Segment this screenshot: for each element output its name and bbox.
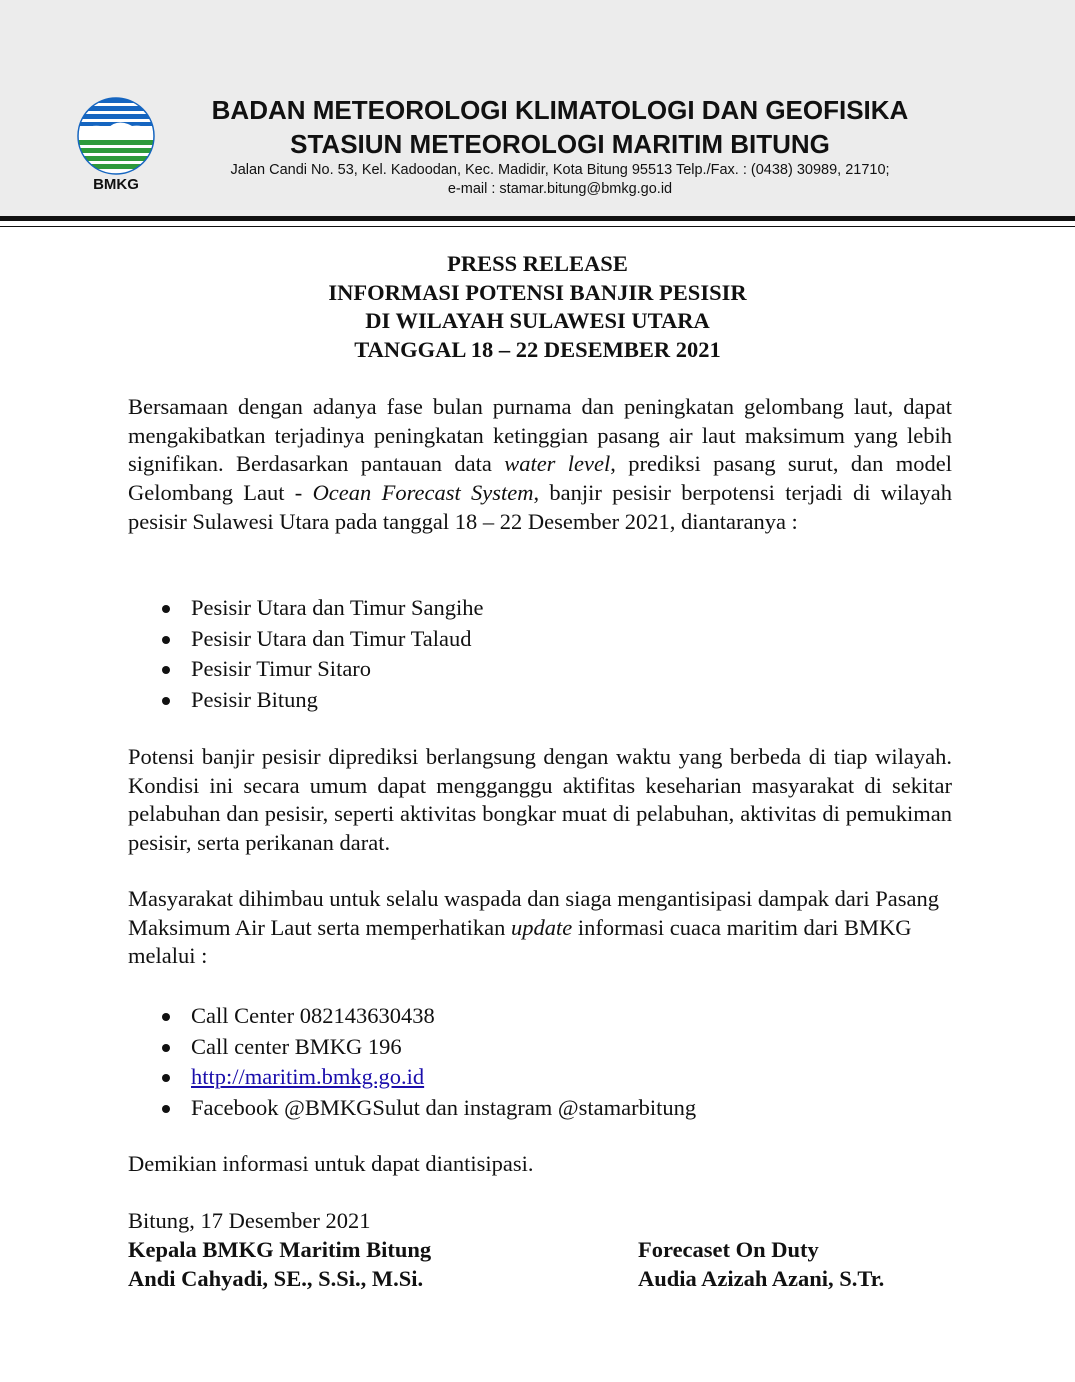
intro-text-1: Bersamaan dengan adanya fase bulan purnama dan peningkatan gelombang laut, dapat mengakibatkan terjadinya peningkatan ketinggian pasang air laut maksimum yang lebih signifikan. Berdasarkan pantauan data	[128, 394, 952, 477]
intro-paragraph	[128, 393, 952, 537]
header-divider-thick	[0, 216, 1075, 221]
advisory-text-1: Masyarakat dihimbau untuk selalu waspada dan siaga mengantisipasi dampak dari Pasang Maksimum Air Laut serta memperhatikan	[128, 886, 940, 940]
title-line2: INFORMASI POTENSI BANJIR PESISIR	[328, 279, 747, 305]
closing-text: Demikian informasi untuk dapat diantisipasi.	[128, 1151, 534, 1176]
org-name-line1: BADAN METEOROLOGI KLIMATOLOGI DAN GEOFISIKA	[211, 95, 909, 125]
bmkg-emblem-icon	[74, 96, 158, 176]
right-signatory-name: Audia Azizah Azani, S.Tr.	[638, 1266, 885, 1291]
list-item: Pesisir Utara dan Timur Sangihe	[128, 593, 952, 624]
intro-italic-2: Ocean Forecast System	[312, 480, 534, 506]
address-line1: Jalan Candi No. 53, Kel. Kadoodan, Kec. Madidir, Kota Bitung 95513 Telp./Fax. : (0438) 30989, 21710;	[230, 162, 890, 178]
advisory-text-2: informasi cuaca maritim dari BMKG melalui :	[128, 914, 912, 969]
advisory-italic: update	[511, 914, 573, 940]
left-signatory-title: Kepala BMKG Maritim Bitung	[128, 1237, 432, 1262]
document-title	[0, 250, 1075, 364]
list-item: Call center BMKG 196	[128, 1032, 952, 1063]
signature-left	[128, 1206, 431, 1293]
list-item	[128, 1062, 952, 1093]
left-signatory-name: Andi Cahyadi, SE., S.Si., M.Si.	[128, 1266, 424, 1291]
org-name-line2: STASIUN METEOROLOGI MARITIM BITUNG	[290, 129, 830, 159]
title-line1: PRESS RELEASE	[447, 251, 628, 276]
address-line2: e-mail : stamar.bitung@bmkg.go.id	[447, 181, 673, 197]
list-item: Call Center 082143630438	[128, 1001, 952, 1032]
impact-paragraph: Potensi banjir pesisir diprediksi berlangsung dengan waktu yang berbeda di tiap wilayah. Kondisi ini secara umum dapat mengganggu aktifitas keseharian masyarakat di sekitar pelabuhan dan pesisir, seperti aktivitas bongkar muat di pelabuhan, aktivitas di pemukiman pesisir, serta perikanan darat.	[128, 744, 952, 856]
bmkg-logo	[74, 96, 158, 198]
intro-italic-1: water level	[504, 451, 611, 477]
logo-text: BMKG	[93, 176, 139, 193]
list-item: Pesisir Utara dan Timur Talaud	[128, 624, 952, 655]
letterhead	[0, 0, 1075, 216]
place-date: Bitung, 17 Desember 2021	[128, 1208, 371, 1233]
affected-areas-list	[128, 593, 952, 715]
signature-right	[638, 1235, 884, 1293]
list-item: Facebook @BMKGSulut dan instagram @stamarbitung	[128, 1093, 952, 1124]
header-divider-thin	[0, 226, 1075, 227]
list-item: Pesisir Timur Sitaro	[128, 654, 952, 685]
list-item: Pesisir Bitung	[128, 685, 952, 716]
intro-text-2: , prediksi pasang surut, dan model Gelombang Laut -	[128, 451, 952, 506]
title-line4: TANGGAL 18 – 22 DESEMBER 2021	[354, 336, 721, 362]
advisory-paragraph	[128, 885, 952, 971]
intro-text-3: , banjir pesisir berpotensi terjadi di wilayah pesisir Sulawesi Utara pada tanggal 18 – 22 Desember 2021, diantaranya :	[128, 480, 952, 534]
contact-list	[128, 1001, 952, 1123]
website-link[interactable]: http://maritim.bmkg.go.id	[191, 1064, 425, 1089]
right-signatory-title: Forecaset On Duty	[638, 1237, 819, 1262]
title-line3: DI WILAYAH SULAWESI UTARA	[365, 308, 710, 333]
